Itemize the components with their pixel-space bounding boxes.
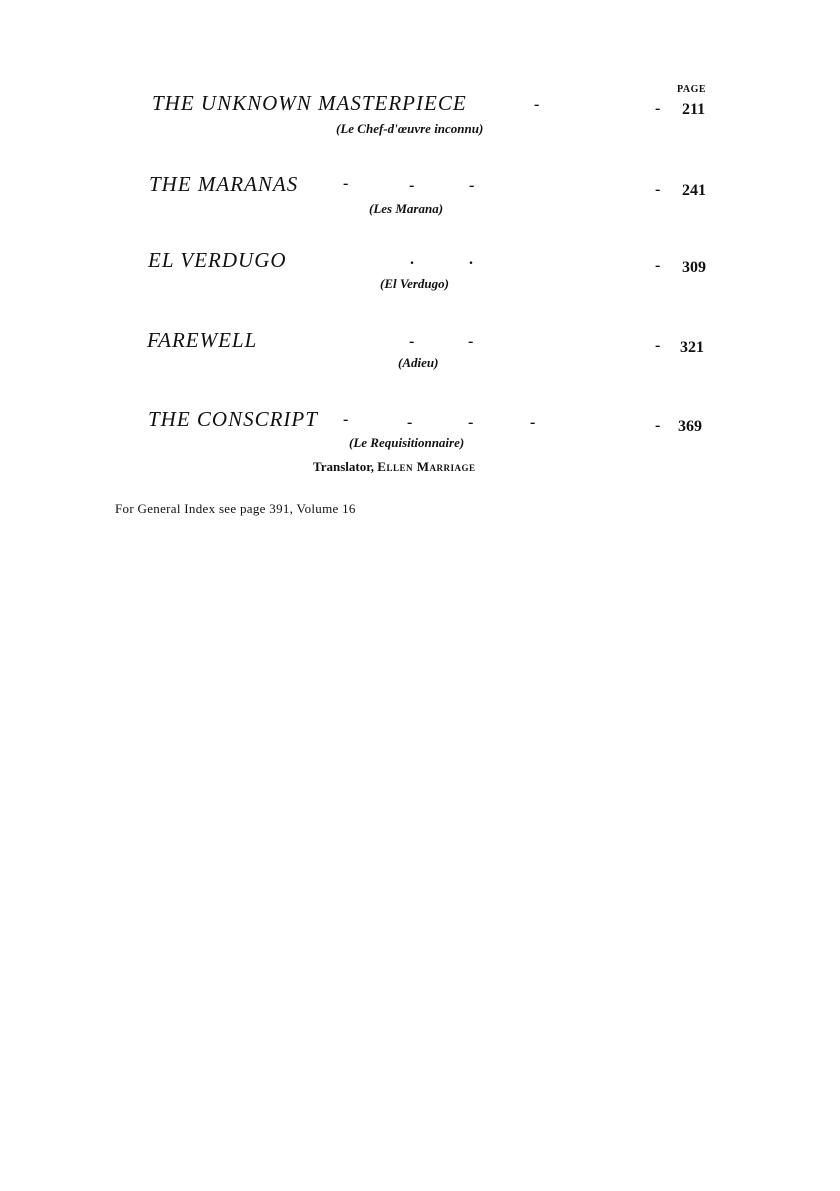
page-number: 211 xyxy=(682,101,706,118)
entry-title: THE UNKNOWN MASTERPIECE xyxy=(152,91,467,115)
leader-dot: - xyxy=(655,100,661,117)
page-number: 321 xyxy=(680,339,704,356)
entry-subtitle: (Le Chef-d'œuvre inconnu) xyxy=(336,121,484,136)
general-index-note: For General Index see page 391, Volume 16 xyxy=(115,501,356,516)
leader-dot: - xyxy=(655,417,661,434)
leader-dot: - xyxy=(655,337,661,354)
leader-dot: - xyxy=(409,333,415,350)
leader-dot: - xyxy=(409,177,415,194)
leader-dot: . xyxy=(410,251,414,268)
entry-title: FAREWELL xyxy=(147,328,258,352)
leader-dot: . xyxy=(469,251,473,268)
leader-dot: - xyxy=(468,414,474,431)
translator-name: Ellen Marriage xyxy=(377,459,476,474)
page-number: 369 xyxy=(678,418,702,435)
leader-dot: - xyxy=(534,96,540,113)
entry-title: THE MARANAS xyxy=(149,172,299,196)
entry-subtitle: (Adieu) xyxy=(398,355,439,370)
leader-dot: - xyxy=(469,177,475,194)
entry-title: THE CONSCRIPT xyxy=(148,407,318,431)
entry-title: EL VERDUGO xyxy=(148,248,287,272)
entry-subtitle: (Le Requisitionnaire) xyxy=(349,435,465,450)
leader-dot: - xyxy=(343,175,349,192)
leader-dot: - xyxy=(407,414,413,431)
translator-credit xyxy=(313,459,476,475)
entry-subtitle: (Les Marana) xyxy=(369,201,444,216)
leader-dot: - xyxy=(655,181,661,198)
entry-subtitle: (El Verdugo) xyxy=(380,276,449,291)
leader-dot: - xyxy=(530,414,536,431)
translator-label: Translator, xyxy=(313,459,375,474)
leader-dot: - xyxy=(468,333,474,350)
page-number: 309 xyxy=(682,259,706,276)
leader-dot: - xyxy=(343,411,349,428)
page-number: 241 xyxy=(682,182,706,199)
page-column-header: PAGE xyxy=(677,84,707,95)
leader-dot: - xyxy=(655,257,661,274)
